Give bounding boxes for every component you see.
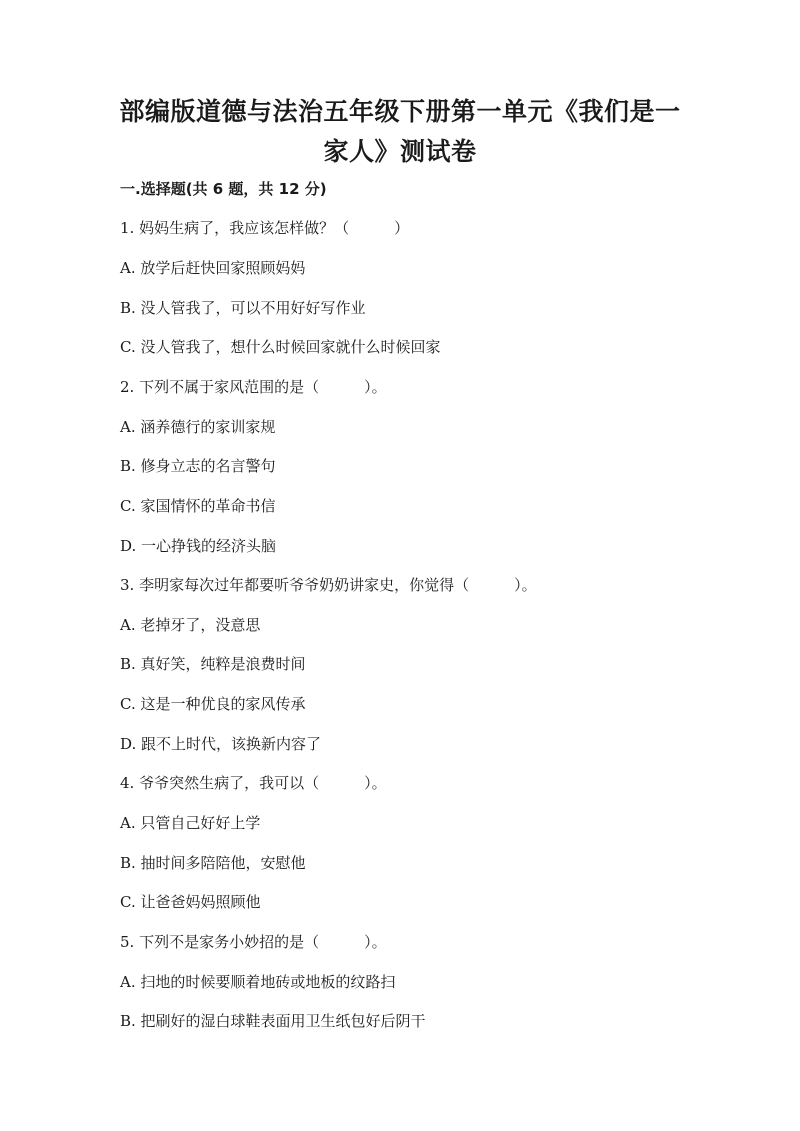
option-5b: B. 把刷好的湿白球鞋表面用卫生纸包好后阴干 (120, 1012, 426, 1030)
option-1a: A. 放学后赶快回家照顾妈妈 (120, 259, 306, 277)
option-4b: B. 抽时间多陪陪他，安慰他 (120, 854, 306, 872)
option-4c: C. 让爸爸妈妈照顾他 (120, 893, 261, 911)
option-3d: D. 跟不上时代，该换新内容了 (120, 735, 322, 753)
title-line-2: 家人》测试卷 (323, 137, 477, 166)
question-3: 3. 李明家每次过年都要听爷爷奶奶讲家史，你觉得（ ）。 (120, 576, 537, 594)
option-3c: C. 这是一种优良的家风传承 (120, 695, 306, 713)
option-5a: A. 扫地的时候要顺着地砖或地板的纹路扫 (120, 973, 396, 991)
question-1: 1. 妈妈生病了，我应该怎样做？（ ） (120, 219, 410, 237)
option-3b: B. 真好笑，纯粹是浪费时间 (120, 655, 306, 673)
option-2c: C. 家国情怀的革命书信 (120, 497, 276, 515)
question-4: 4. 爷爷突然生病了，我可以（ ）。 (120, 774, 387, 792)
title-line-1: 部编版道德与法治五年级下册第一单元《我们是一 (119, 97, 681, 126)
page-title (110, 92, 690, 172)
option-2d: D. 一心挣钱的经济头脑 (120, 537, 277, 555)
question-2: 2. 下列不属于家风范围的是（ ）。 (120, 378, 387, 396)
option-1c: C. 没人管我了，想什么时候回家就什么时候回家 (120, 338, 441, 356)
option-2a: A. 涵养德行的家训家规 (120, 418, 276, 436)
section-heading: 一.选择题(共 6 题，共 12 分) (120, 180, 327, 198)
option-2b: B. 修身立志的名言警句 (120, 457, 276, 475)
option-3a: A. 老掉牙了，没意思 (120, 616, 261, 634)
question-5: 5. 下列不是家务小妙招的是（ ）。 (120, 933, 387, 951)
option-1b: B. 没人管我了，可以不用好好写作业 (120, 299, 366, 317)
option-4a: A. 只管自己好好上学 (120, 814, 261, 832)
